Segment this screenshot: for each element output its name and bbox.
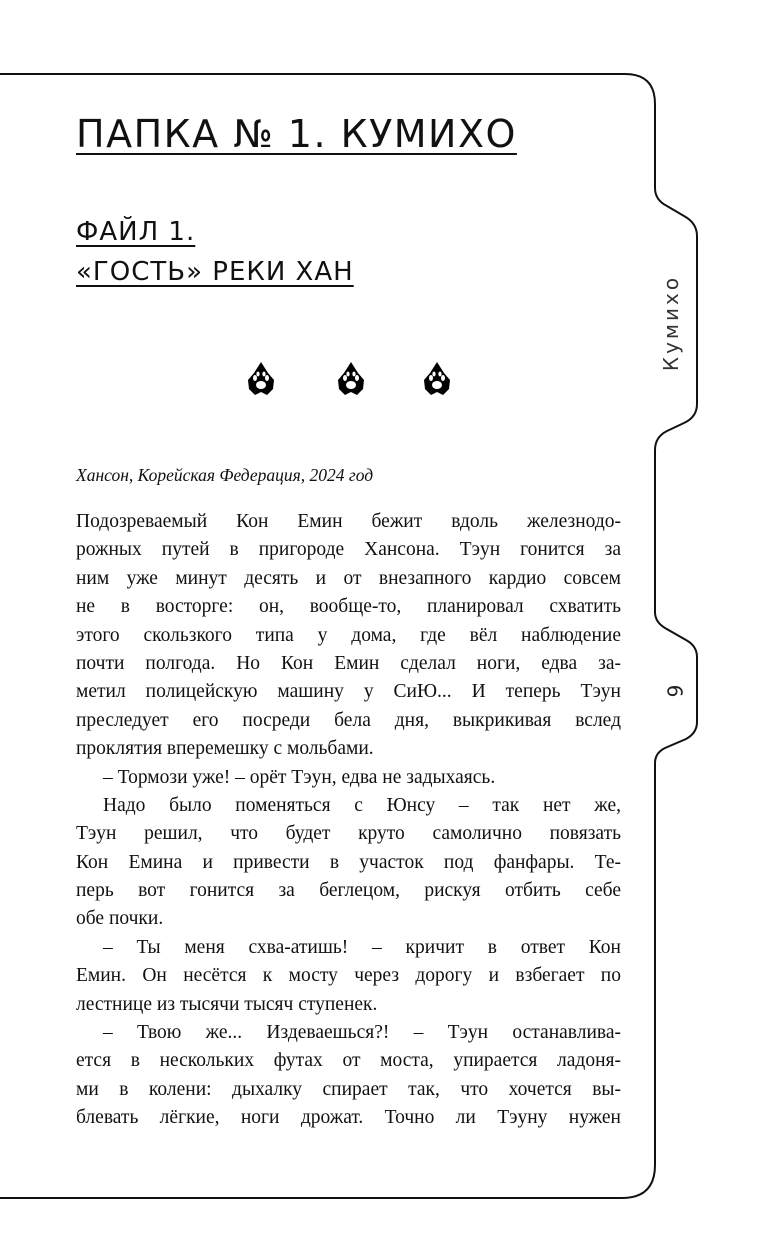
text-line: не в восторге: он, вообще-то, планировал схватить (76, 596, 621, 618)
text-line: метил полицейскую машину у СиЮ... И теперь Тэун (76, 681, 621, 703)
text-line: – Твою же... Издеваешься?! – Тэун останавлива- (103, 1022, 621, 1044)
place-and-date: Хансон, Корейская Федерация, 2024 год (76, 465, 374, 485)
text-line: почти полгода. Но Кон Емин сделал ноги, едва за- (76, 652, 621, 674)
text-line: проклятия вперемешку с мольбами. (76, 738, 374, 760)
text-line: лестнице из тысячи тысяч ступенек. (76, 993, 378, 1015)
text-line: – Тормози уже! – орёт Тэун, едва не задыхаясь. (103, 766, 496, 788)
file-title-line-1: ФАЙЛ 1. (76, 217, 196, 247)
body-text (76, 508, 621, 1133)
text-line: Емин. Он несётся к мосту через дорогу и взбегает по (76, 965, 621, 987)
text-line: Тэун решил, что будет круто самолично повязать (76, 823, 621, 845)
text-line: – Ты меня схва-атишь! – кричит в ответ Кон (103, 936, 621, 958)
page-number (662, 676, 688, 706)
file-title-line-2: «ГОСТЬ» РЕКИ ХАН (76, 257, 354, 287)
paw-print-icon (337, 361, 365, 397)
tab-label (658, 264, 684, 382)
text-line: блевать лёгкие, ноги дрожат. Точно ли Тэуну нужен (76, 1107, 621, 1129)
text-line: ним уже минут десять и от внезапного кардио совсем (76, 567, 621, 589)
text-line: перь вот гонится за беглецом, рискуя отбить себе (76, 880, 621, 902)
text-line: обе почки. (76, 908, 164, 930)
text-line: Кон Емина и привести в участок под фанфары. Те- (76, 851, 621, 873)
text-line: ется в нескольких футах от моста, упирается ладоня- (76, 1050, 621, 1072)
text-line: преследует его посреди бела дня, выкрикивая вслед (76, 709, 621, 731)
text-line: ми в колени: дыхалку спирает так, что хочется вы- (76, 1078, 621, 1100)
text-line: этого скользкого типа у дома, где вёл наблюдение (76, 624, 621, 646)
folder-title: ПАПКА № 1. КУМИХО (76, 112, 517, 156)
paw-print-icon (247, 361, 275, 397)
paw-ornament (243, 361, 458, 397)
text-line: Надо было поменяться с Юнсу – так нет же, (103, 794, 621, 816)
text-line: Подозреваемый Кон Емин бежит вдоль железнодо- (76, 511, 621, 532)
text-line: рожных путей в пригороде Хансона. Тэун гонится за (76, 539, 621, 561)
page-number-text: 9 (662, 684, 687, 698)
tab-label-text: Кумихо (659, 274, 684, 372)
paw-print-icon (423, 361, 451, 397)
file-title (76, 212, 354, 292)
